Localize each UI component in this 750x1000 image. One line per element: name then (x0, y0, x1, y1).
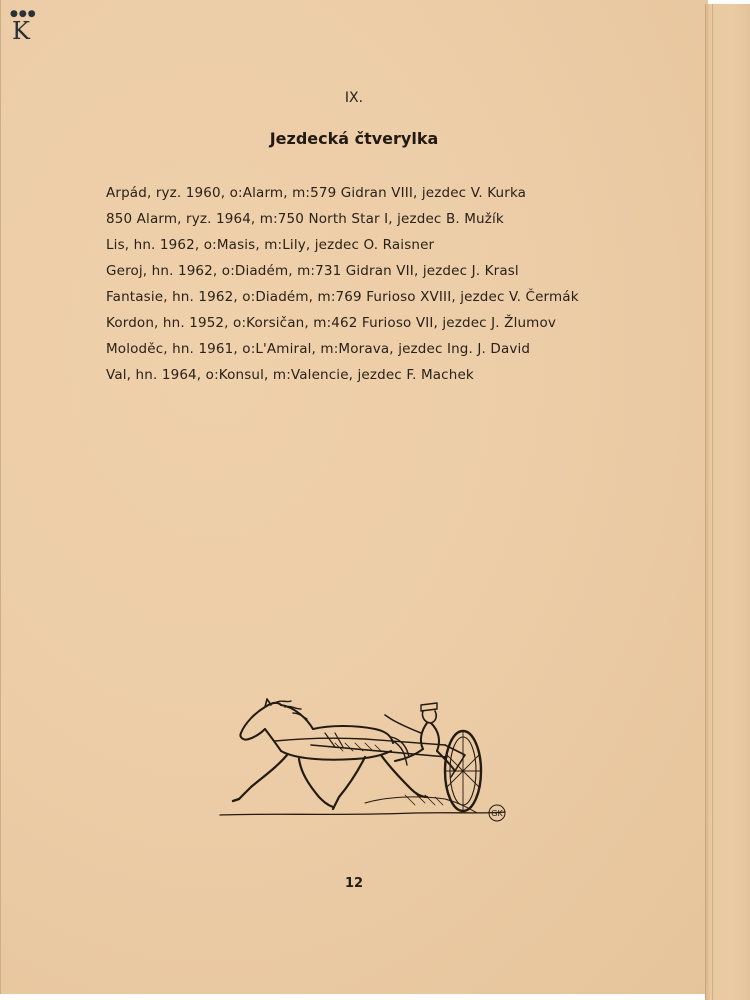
list-item: Geroj, hn. 1962, o:Diadém, m:731 Gidran VII, jezdec J. Krasl (106, 263, 519, 279)
chapter-number: IX. (344, 90, 364, 106)
logo-dots: ●●● (10, 9, 37, 19)
list-item: 850 Alarm, ryz. 1964, m:750 North Star I, jezdec B. Mužík (106, 211, 504, 227)
entry-list (106, 183, 579, 391)
library-logo (10, 9, 37, 48)
svg-text:GK: GK (491, 809, 503, 818)
artist-monogram (489, 805, 505, 821)
list-item: Kordon, hn. 1952, o:Korsičan, m:462 Furioso VII, jezdec J. Žlumov (106, 315, 557, 331)
list-item: Lis, hn. 1962, o:Masis, m:Lily, jezdec O. Raisner (106, 237, 435, 253)
page-title: Jezdecká čtverylka (269, 129, 439, 148)
list-item: Fantasie, hn. 1962, o:Diadém, m:769 Furioso XVIII, jezdec V. Čermák (106, 289, 579, 305)
list-item: Moloděc, hn. 1961, o:L'Amiral, m:Morava, jezdec Ing. J. David (106, 341, 531, 357)
page-edge (705, 4, 750, 1000)
list-item: Arpád, ryz. 1960, o:Alarm, m:579 Gidran VIII, jezdec V. Kurka (106, 185, 527, 201)
logo-letter: K (12, 17, 30, 45)
page-number: 12 (344, 876, 364, 891)
list-item: Val, hn. 1964, o:Konsul, m:Valencie, jezdec F. Machek (106, 367, 474, 383)
horse-sulky-illustration (215, 685, 515, 825)
